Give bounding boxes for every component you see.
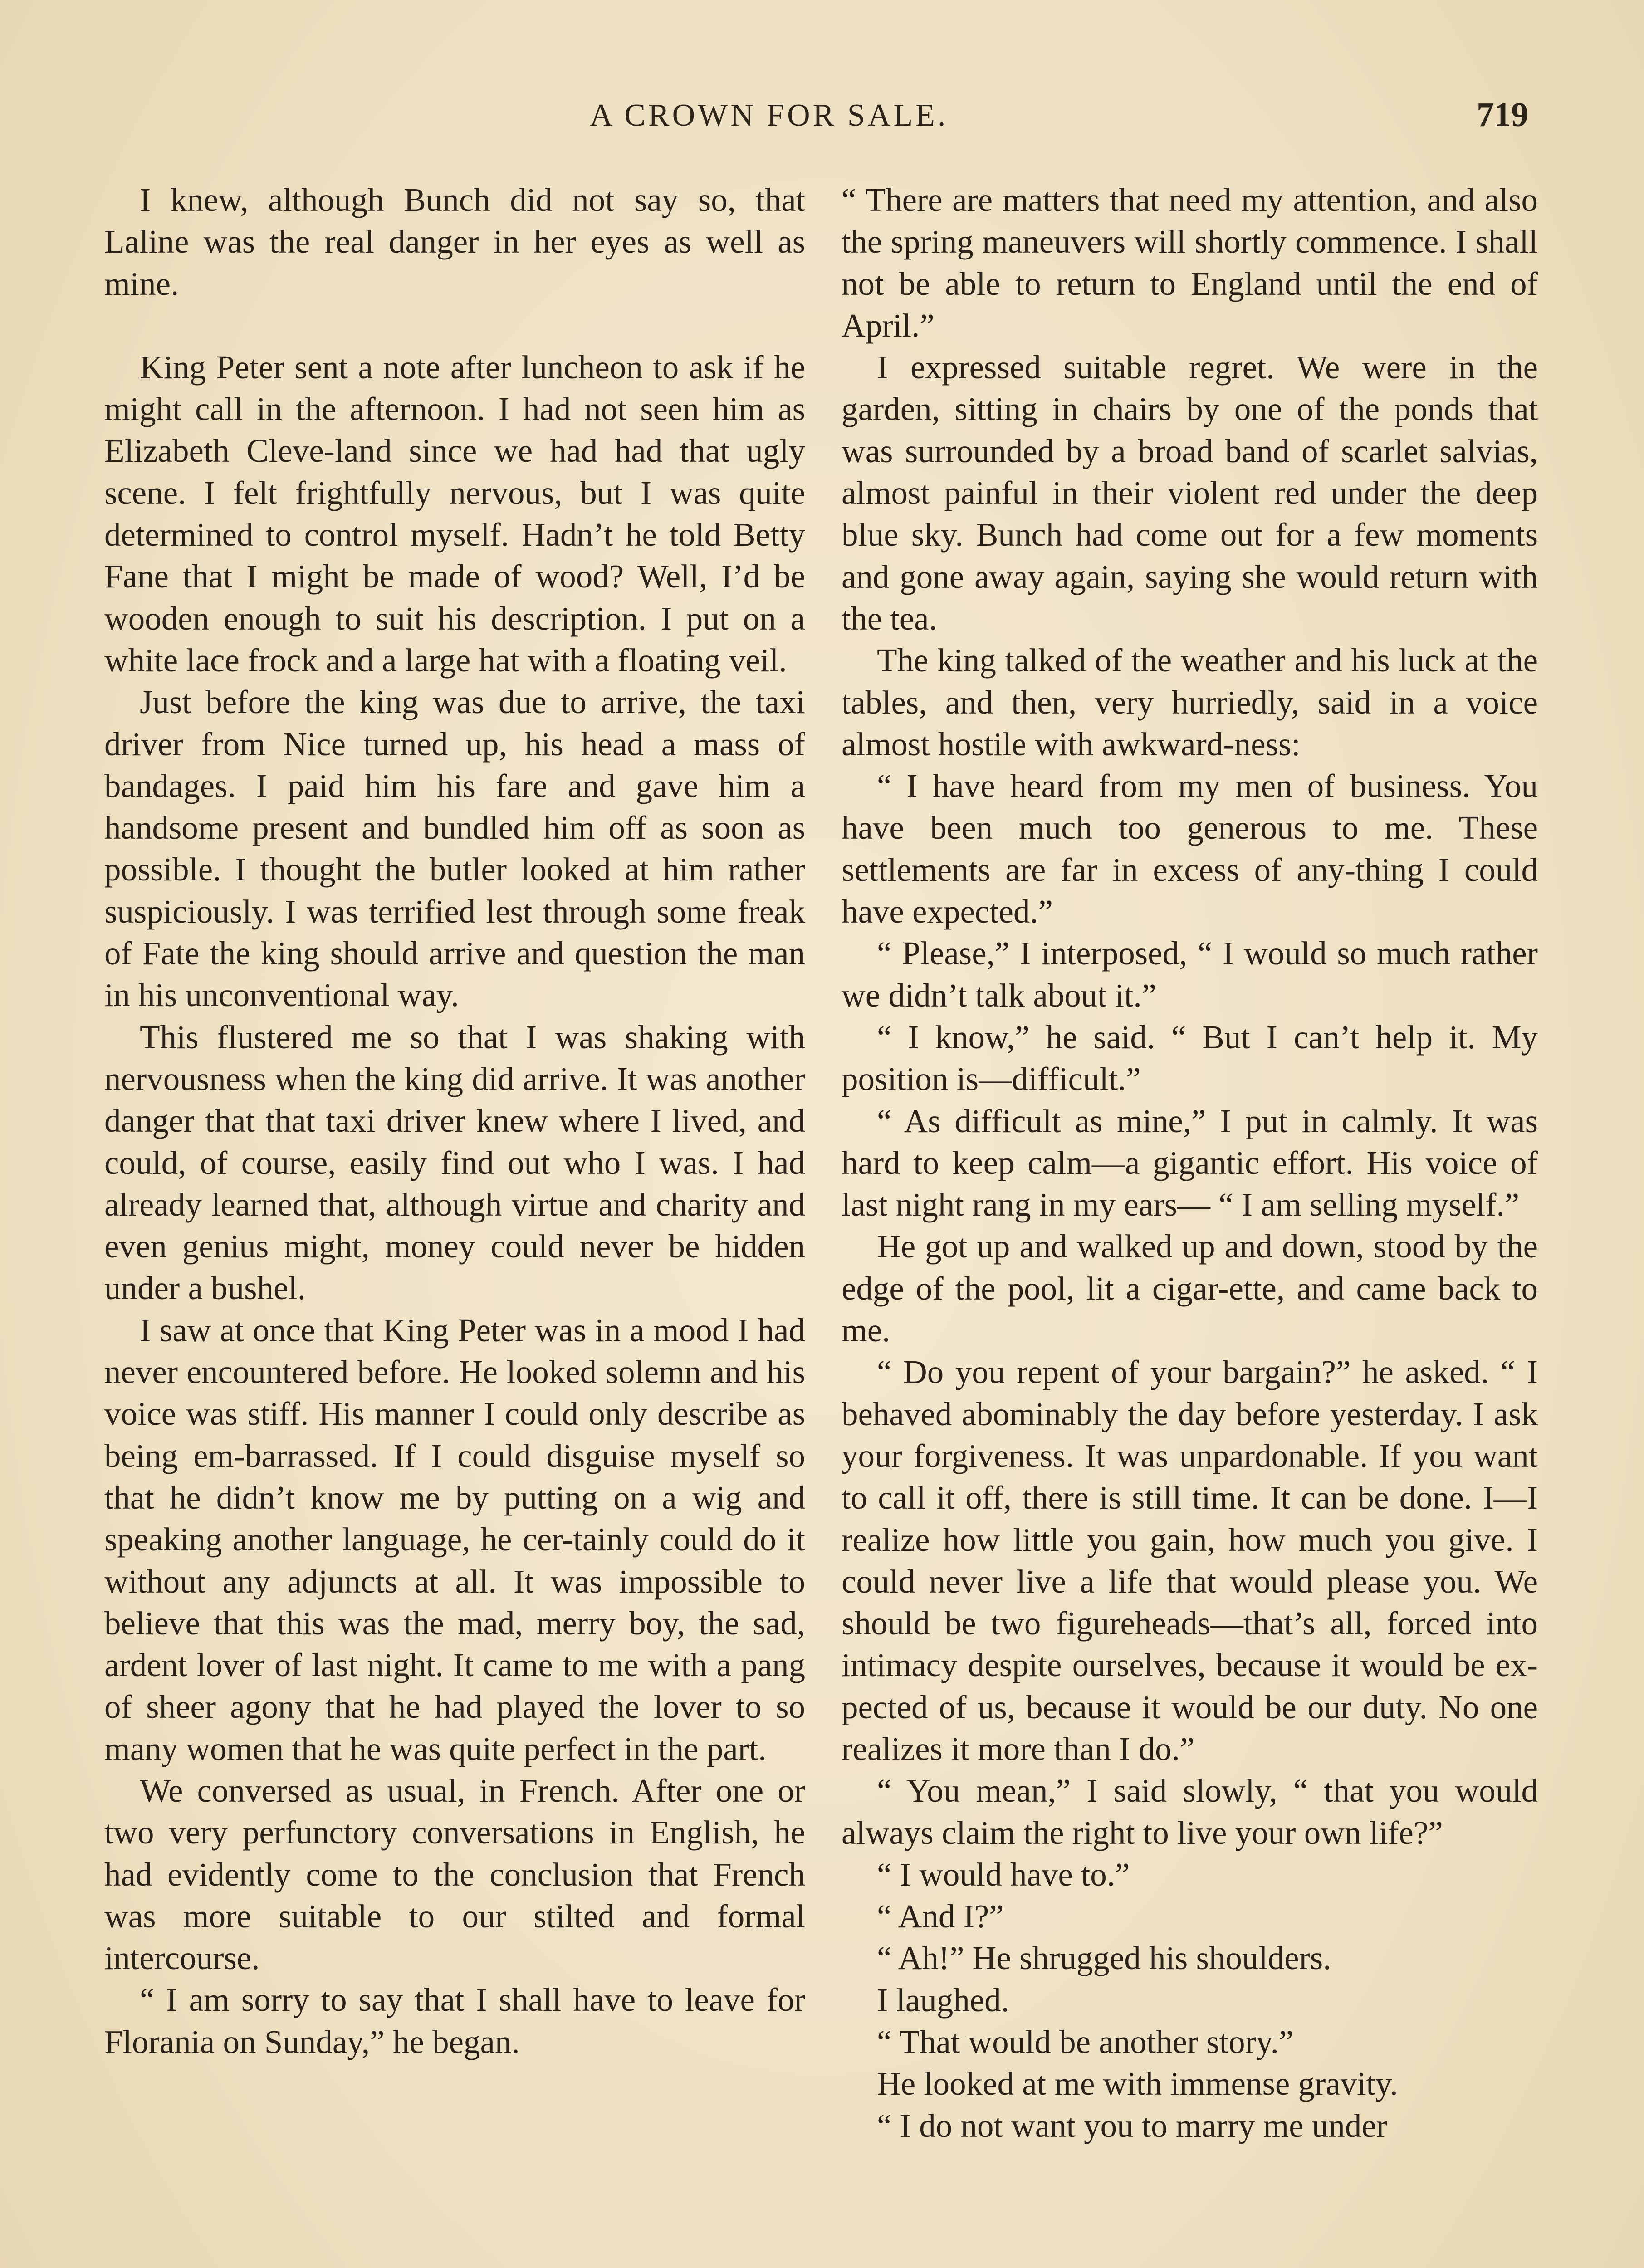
paragraph: He got up and walked up and down, stood by the edge of the pool, lit a cigar-ette, and came back to me.	[842, 1228, 1538, 1349]
paragraph: “ You mean,” I said slowly, “ that you would always claim the right to live your own life?”	[842, 1772, 1538, 1851]
paragraph: “ That would be another story.”	[877, 2024, 1294, 2061]
paragraph: I knew, although Bunch did not say so, that Laline was the real danger in her eyes as well as mine.	[104, 181, 805, 302]
running-title: A CROWN FOR SALE.	[590, 98, 949, 133]
paragraph: I laughed.	[877, 1981, 1009, 2019]
paragraph: “ I do not want you to marry me under	[877, 2107, 1388, 2144]
paragraph: We conversed as usual, in French. After one or two very perfunctory conversations in English, he had evidently come to the conclusion that French was more suitable to our stilted and formal intercourse.	[104, 1772, 805, 1977]
paragraph: Just before the king was due to arrive, the taxi driver from Nice turned up, his head a mass of bandages. I paid him his fare and gave him a handsome present and bundled him off as soon as possible. I thought the butler looked at him rather suspiciously. I was terrified lest through some freak of Fate the king should arrive and question the man in his unconventional way.	[104, 684, 805, 1014]
left-column	[104, 179, 805, 2063]
paragraph: “ I have heard from my men of business. You have been much too generous to me. These settlements are far in excess of any-thing I could have expected.”	[842, 767, 1538, 930]
paragraph: “ I am sorry to say that I shall have to leave for Florania on Sunday,” he began.	[104, 1981, 805, 2060]
paragraph: I saw at once that King Peter was in a mood I had never encountered before. He looked solemn and his voice was stiff. His manner I could only describe as being em-barrassed. If I could disguise myself so that he didn’t know me by putting on a wig and speaking another language, he cer-tainly could do it without any adjuncts at all. It was impossible to believe that this was the mad, merry boy, the sad, ardent lover of last night. It came to me with a pang of sheer agony that he had played the lover to so many women that he was quite perfect in the part.	[104, 1311, 805, 1767]
paragraph: This flustered me so that I was shaking with nervousness when the king did arrive. It was another danger that that taxi driver knew where I lived, and could, of course, easily find out who I was. I had already learned that, although virtue and charity and even genius might, money could never be hidden under a bushel.	[104, 1018, 805, 1307]
paragraph: “ As difficult as mine,” I put in calmly. It was hard to keep calm—a gigantic effort. His voice of last night rang in my ears— “ I am selling myself.”	[842, 1102, 1538, 1223]
paragraph: King Peter sent a note after luncheon to ask if he might call in the afternoon. I had not seen him as Elizabeth Cleve-land since we had had that ugly scene. I felt frightfully nervous, but I was quite determined to control myself. Hadn’t he told Betty Fane that I might be made of wood? Well, I’d be wooden enough to suit his description. I put on a white lace frock and a large hat with a floating veil.	[104, 348, 805, 679]
right-column	[842, 179, 1538, 2147]
paragraph: “ I would have to.”	[877, 1856, 1130, 1893]
paragraph: “ Ah!” He shrugged his shoulders.	[877, 1940, 1331, 1977]
paragraph: “ And I?”	[877, 1898, 1004, 1935]
paragraph: “ Do you repent of your bargain?” he asked. “ I behaved abominably the day before yesterday. I ask your forgiveness. It was unpardonable. If you want to call it off, there is still time. It can be done. I—I realize how little you gain, how much you give. I could never live a life that would please you. We should be two figureheads—that’s all, forced into intimacy despite ourselves, because it would be ex-pected of us, because it would be our duty. No one realizes it more than I do.”	[842, 1354, 1538, 1767]
page-number: 719	[1477, 96, 1528, 134]
paragraph: “ Please,” I interposed, “ I would so much rather we didn’t talk about it.”	[842, 935, 1538, 1014]
paragraph: “ I know,” he said. “ But I can’t help it. My position is—difficult.”	[842, 1018, 1538, 1098]
paragraph: I expressed suitable regret. We were in the garden, sitting in chairs by one of the ponds that was surrounded by a broad band of scarlet salvias, almost painful in their violent red under the deep blue sky. Bunch had come out for a few moments and gone away again, saying she would return with the tea.	[842, 349, 1538, 637]
paragraph: The king talked of the weather and his luck at the tables, and then, very hurriedly, said in a voice almost hostile with awkward-ness:	[842, 642, 1538, 763]
paragraph: “ There are matters that need my attention, and also the spring maneuvers will shortly commence. I shall not be able to return to England until the end of April.”	[842, 181, 1538, 344]
paragraph: He looked at me with immense gravity.	[877, 2065, 1398, 2102]
